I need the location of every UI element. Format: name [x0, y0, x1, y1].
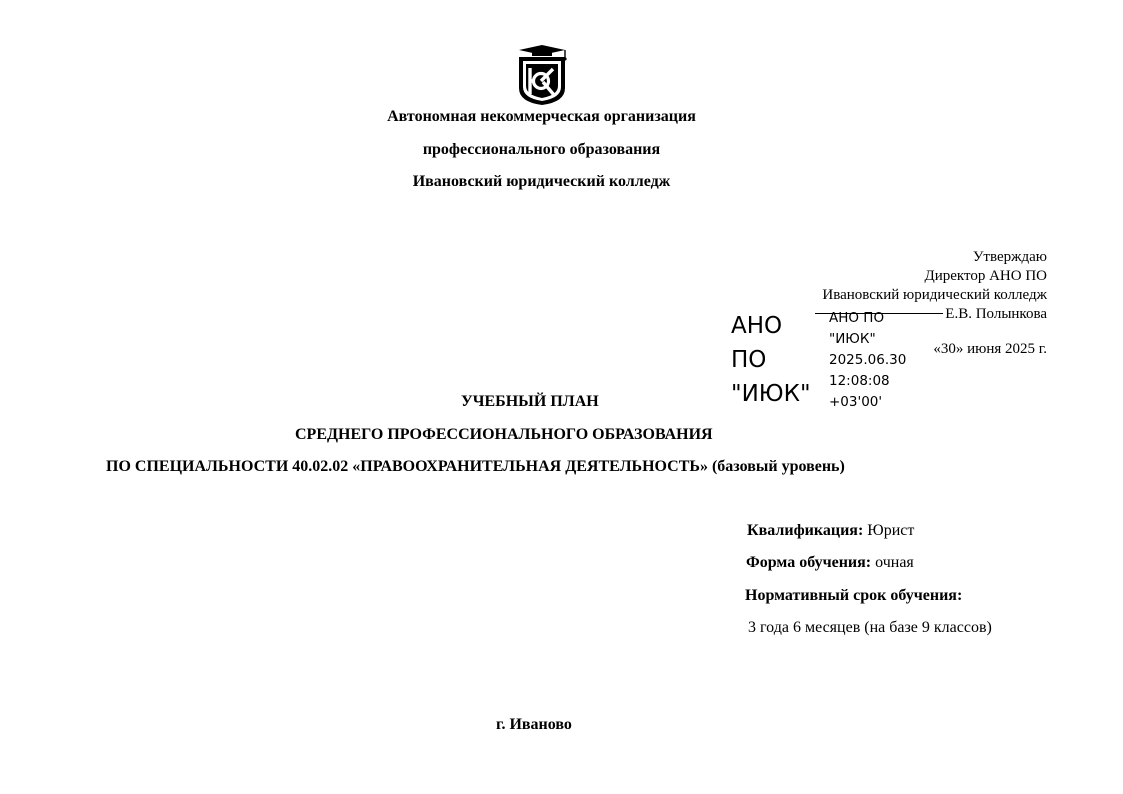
stamp-small-line: "ИЮК" — [829, 331, 876, 347]
org-name-line-3: Ивановский юридический колледж — [412, 173, 671, 190]
study-form-label: Форма обучения: — [746, 554, 872, 571]
org-name-line-1: Автономная некоммерческая организация — [387, 108, 696, 125]
study-term-value: 3 года 6 месяцев (на базе 9 классов) — [748, 619, 992, 636]
study-term-label: Нормативный срок обучения: — [745, 587, 963, 604]
study-form-value: очная — [875, 554, 914, 571]
digital-signature-org — [731, 309, 811, 411]
stamp-big-line: АНО — [731, 313, 783, 339]
stamp-big-line: ПО — [731, 347, 767, 373]
study-form-row — [746, 554, 914, 572]
document-subtitle-line-2: ПО СПЕЦИАЛЬНОСТИ 40.02.02 «ПРАВООХРАНИТЕЛЬНАЯ ДЕЯТЕЛЬНОСТЬ» (базовый уровень) — [106, 458, 845, 475]
qualification-row — [747, 522, 914, 540]
stamp-small-line: 12:08:08 — [829, 373, 890, 389]
approval-heading: Утверждаю — [972, 249, 1047, 265]
digital-signature-details — [829, 308, 906, 413]
stamp-small-line: АНО ПО — [829, 310, 885, 326]
approval-position: Директор АНО ПО — [924, 268, 1047, 284]
city: г. Иваново — [496, 716, 572, 733]
org-name-line-2: профессионального образования — [422, 141, 661, 158]
approval-institution: Ивановский юридический колледж — [822, 287, 1047, 303]
college-logo — [515, 44, 569, 106]
approval-director-name: Е.В. Полынкова — [945, 306, 1047, 322]
approval-date: «30» июня 2025 г. — [933, 341, 1047, 357]
stamp-small-line: +03'00' — [829, 394, 883, 410]
document-subtitle-line-1: СРЕДНЕГО ПРОФЕССИОНАЛЬНОГО ОБРАЗОВАНИЯ — [295, 426, 713, 443]
stamp-big-line: "ИЮК" — [731, 381, 811, 407]
qualification-value: Юрист — [867, 522, 915, 539]
document-title: УЧЕБНЫЙ ПЛАН — [461, 393, 599, 410]
study-term-label-row — [745, 587, 962, 605]
qualification-label: Квалификация: — [747, 522, 864, 539]
stamp-small-line: 2025.06.30 — [829, 352, 907, 368]
